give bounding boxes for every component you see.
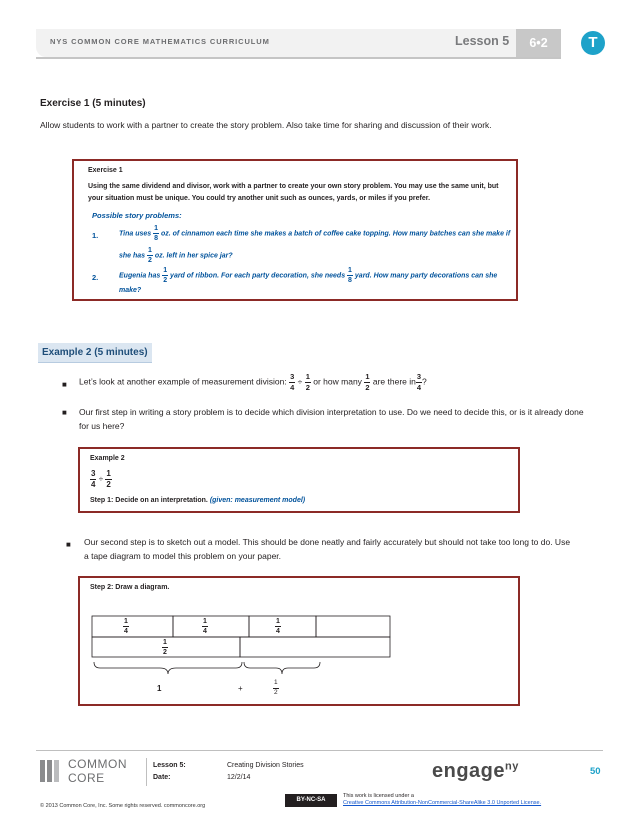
fraction-label: $\frac{1}{4}$ xyxy=(276,618,280,635)
list-item-continued: make? xyxy=(119,287,142,294)
half-unit-2 xyxy=(240,637,390,657)
lesson-label: Lesson 5 xyxy=(455,34,510,48)
fraction-label: $\frac{1}{4}$ xyxy=(203,618,207,635)
item-text: Eugenia has xyxy=(119,272,161,280)
diagram-box xyxy=(78,576,520,706)
copyright: © 2013 Common Core, Inc. Some rights reserved. commoncore.org xyxy=(40,803,206,809)
page-number: 50 xyxy=(590,766,601,777)
quarter-unit-2 xyxy=(173,616,249,637)
common-core-logo-text: COMMON CORE xyxy=(68,757,127,785)
item-text: Tina uses xyxy=(119,230,152,238)
curriculum-title: NYS COMMON CORE MATHEMATICS CURRICULUM xyxy=(50,37,270,46)
footer-separator xyxy=(146,758,147,786)
list-item-continued xyxy=(119,247,233,264)
quarter-unit-3 xyxy=(249,616,316,637)
teacher-edition-icon: T xyxy=(581,31,605,55)
possible-problems-label: Possible story problems: xyxy=(92,211,182,220)
exercise1-heading: Exercise 1 (5 minutes) xyxy=(40,98,146,109)
fraction: $\frac{1}{2}$ xyxy=(106,469,111,489)
bullet-text: Our second step is to sketch out a model. This should be done neatly and fairly accurately but should not take too long to do. Use a tape diagram to model this problem on your paper. xyxy=(84,537,571,561)
fraction-label: $\frac{1}{2}$ xyxy=(163,639,167,656)
step1-text: Step 1: Decide on an interpretation. (given: measurement model) xyxy=(90,497,306,504)
list-item xyxy=(119,225,510,242)
item-number: 1. xyxy=(92,231,99,240)
bullet-text: Our first step in writing a story problem is to decide which division interpretation to use. Do we need to decide this, or is it already done for us here? xyxy=(79,407,584,431)
example2-heading: Example 2 (5 minutes) xyxy=(38,343,152,363)
cc-license-badge: BY-NC-SA xyxy=(285,794,337,807)
list-item xyxy=(119,267,497,284)
common-core-logo-icon xyxy=(40,760,61,787)
license-link[interactable]: Creative Commons Attribution-NonCommercial-ShareAlike 3.0 Unported License. xyxy=(343,800,542,806)
quarter-unit-1 xyxy=(92,616,173,637)
fraction: $\frac{1}{2}$ xyxy=(305,372,310,392)
license-text: This work is licensed under a xyxy=(343,793,414,799)
bullet-icon: ■ xyxy=(62,408,67,417)
fraction-label: $\frac{1}{2}$ xyxy=(274,679,278,696)
module-badge: 6•2 xyxy=(516,29,561,57)
item-text: oz. left in her spice jar? xyxy=(154,252,233,260)
exercise1-intro: Allow students to work with a partner to create the story problem. Also take time for sharing and discussion of their work. xyxy=(40,120,492,130)
fraction: $\frac{1}{2}$ xyxy=(163,267,168,284)
bullet-icon: ■ xyxy=(66,540,71,549)
item-number: 2. xyxy=(92,273,99,282)
footer-values: Creating Division Stories 12/2/14 xyxy=(227,762,304,781)
fraction: $\frac{1}{8}$ xyxy=(348,267,352,284)
bullet-icon: ■ xyxy=(62,380,67,389)
whole-label: 1 xyxy=(157,684,162,693)
step2-text: Step 2: Draw a diagram. xyxy=(90,584,170,591)
fraction: $\frac{1}{8}$ xyxy=(154,225,159,242)
footer-labels: Lesson 5: Date: xyxy=(153,762,186,781)
example2-box-title: Example 2 xyxy=(90,455,125,462)
fraction: $\frac{3}{4}$ xyxy=(91,469,96,489)
engageny-logo: engage$^{ny}$ xyxy=(432,760,519,782)
fraction: $\frac{1}{2}$ xyxy=(148,247,152,264)
tape-diagram xyxy=(80,578,518,704)
fraction-label: $\frac{1}{4}$ xyxy=(124,618,128,635)
item-text: yard of ribbon. For each party decoration, she needs xyxy=(170,272,346,280)
fraction: $\frac{3}{4}$ xyxy=(290,372,295,392)
brace-whole xyxy=(94,662,242,674)
footer-divider xyxy=(36,750,603,751)
header-divider xyxy=(36,57,561,59)
exercise1-box xyxy=(72,159,518,301)
plus-sign: + xyxy=(238,684,243,693)
item-text: yard. How many party decorations can she xyxy=(354,272,498,280)
item-text: she has xyxy=(119,252,146,260)
exercise1-box-text: Using the same dividend and divisor, work with a partner to create your own story problem. You may use the same unit, but your situation must be unique. You could try another unit such as ounces, yards, or miles if you prefer. xyxy=(88,183,499,202)
division-expression: $\frac{3}{4}$ ÷ $\frac{1}{2}$ xyxy=(91,469,111,489)
item-text: oz. of cinnamon each time she makes a batch of coffee cake topping. How many batches can she make if xyxy=(160,230,511,238)
step1-note: (given: measurement model) xyxy=(209,497,306,504)
quarter-unit-4 xyxy=(316,616,390,637)
exercise1-box-title: Exercise 1 xyxy=(88,167,123,174)
fraction: $\frac{3}{4}$ xyxy=(416,372,422,392)
brace-half xyxy=(244,662,320,674)
bullet-text: Let’s look at another example of measurement division: $\frac{3}{4}$ ÷ $\frac{1}{2}$ or how many $\frac{1}{2}$ are there in $\frac{3}{4}$ ? xyxy=(79,372,427,392)
example2-box xyxy=(78,447,520,513)
fraction: $\frac{1}{2}$ xyxy=(365,372,370,392)
